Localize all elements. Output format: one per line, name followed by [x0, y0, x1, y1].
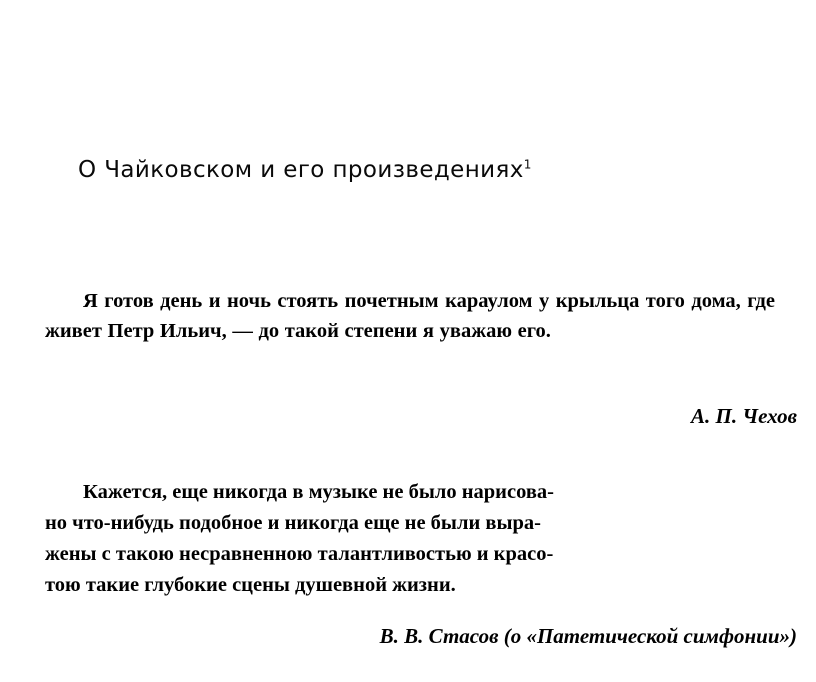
- epigraph-stasov: [45, 477, 797, 601]
- epigraph-stasov-line: жены с такою несравненною талантливостью и красо-: [45, 543, 554, 565]
- page-title-text: О Чайковском и его произведениях: [78, 157, 524, 184]
- page-title: [78, 157, 531, 183]
- epigraph-stasov-attribution: В. В. Стасов (о «Патетической симфонии»): [379, 624, 797, 648]
- epigraph-chekhov-text: Я готов день и ночь стоять почетным караулом у крыльца того дома, где живет Петр Ильич, — до такой степени я уважаю его.: [45, 290, 775, 342]
- epigraph-stasov-line: но что-нибудь подобное и никогда еще не были выра-: [45, 512, 541, 534]
- epigraph-chekhov-attribution: А. П. Чехов: [691, 404, 797, 428]
- epigraph-stasov-line: Кажется, еще никогда в музыке не было нарисова-: [83, 481, 554, 503]
- epigraph-chekhov: [45, 286, 775, 346]
- epigraph-stasov-line: тою такие глубокие сцены душевной жизни.: [45, 574, 456, 596]
- footnote-marker: 1: [523, 157, 532, 172]
